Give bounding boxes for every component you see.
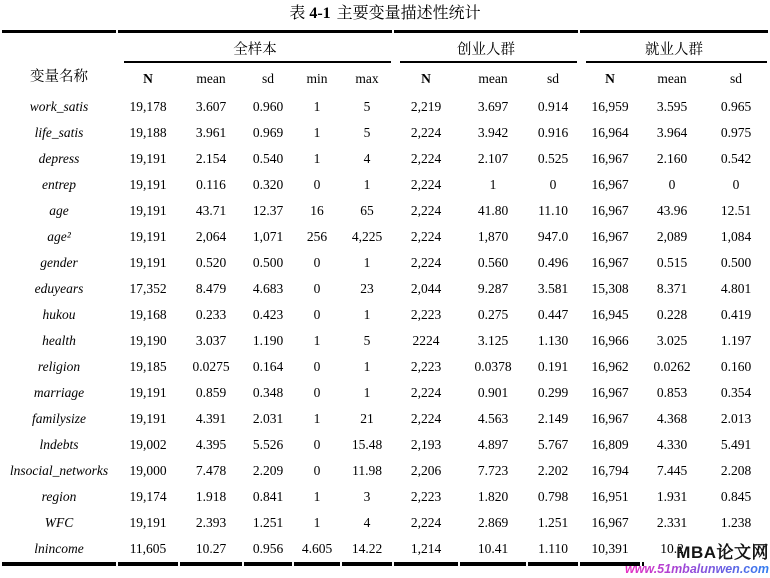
stat-value-cell: 14.22 [342, 536, 392, 566]
stat-value-cell: 947.0 [537, 229, 569, 244]
stat-value-cell: 2,064 [195, 229, 227, 244]
stat-value-cell: 2,223 [410, 307, 442, 322]
stat-value-cell: 0.916 [537, 125, 569, 140]
stat-value-cell: 4 [363, 515, 371, 530]
stat-value-cell: 19,188 [129, 125, 167, 140]
stat-value-cell: 0.798 [537, 489, 569, 504]
stat-value-cell: 7.723 [477, 463, 509, 478]
variable-name: hukou [42, 307, 76, 322]
stat-value-cell: 2,224 [410, 177, 442, 192]
stat-value-cell: 2.331 [656, 515, 688, 530]
group-header-entrepreneur-group: 创业人群 [394, 30, 578, 63]
stat-value-cell: 5.491 [720, 437, 752, 452]
variable-name: eduyears [34, 281, 84, 296]
stat-value-cell: 2,219 [410, 99, 442, 114]
table-row [2, 432, 768, 458]
stat-value-cell: 16,967 [591, 515, 629, 530]
stat-value-cell: 1.251 [252, 515, 284, 530]
stat-value-cell: 0.859 [195, 385, 227, 400]
stat-value-cell: 3.607 [195, 99, 227, 114]
stat-value-cell: 1 [313, 151, 321, 166]
stat-value-cell: 1 [313, 515, 321, 530]
stat-value-cell: 5.526 [252, 437, 284, 452]
table-row [2, 484, 768, 510]
stat-value-cell: 23 [360, 281, 374, 296]
table-row [2, 276, 768, 302]
stat-value-cell: 9.287 [477, 281, 509, 296]
stat-value-cell: 1,084 [720, 229, 752, 244]
stat-value-cell: 2,224 [410, 151, 442, 166]
stat-value-cell: 0 [313, 307, 321, 322]
stat-value-cell: 5 [363, 99, 371, 114]
stat-value-cell: 0.233 [195, 307, 227, 322]
stat-value-cell: 16,794 [591, 463, 629, 478]
stat-value-cell: 19,178 [129, 99, 167, 114]
stat-value-cell: 8.479 [195, 281, 227, 296]
stat-value-cell: 16,962 [591, 359, 629, 374]
stat-value-cell: 2,089 [656, 229, 688, 244]
stat-value-cell: 0.542 [720, 151, 752, 166]
stat-value-cell: 0 [313, 281, 321, 296]
stat-value-cell: 17,352 [129, 281, 167, 296]
variable-name: marriage [33, 385, 85, 400]
stat-value-cell: 0.0262 [653, 359, 691, 374]
stat-value-cell: 0.0275 [192, 359, 230, 374]
stat-value-cell: 10.27 [180, 536, 242, 566]
stat-value-cell: 19,191 [129, 515, 167, 530]
stat-value-cell: 2.154 [195, 151, 227, 166]
variable-name: life_satis [34, 125, 84, 140]
stat-value-cell: 2.031 [252, 411, 284, 426]
stat-value-cell: 0.116 [196, 177, 226, 192]
stat-value-cell: 12.51 [720, 203, 752, 218]
stat-value-cell: 8.371 [656, 281, 688, 296]
stat-value-cell: 0.841 [252, 489, 284, 504]
stat-value-cell: 0 [313, 359, 321, 374]
stat-value-cell: 1 [313, 411, 321, 426]
stat-value-cell: 7.445 [656, 463, 688, 478]
stat-value-cell: 1.197 [720, 333, 752, 348]
stat-value-cell: 0.419 [720, 307, 752, 322]
stat-value-cell: 2,224 [410, 255, 442, 270]
table-row [2, 328, 768, 354]
table-row [2, 510, 768, 536]
stat-value-cell: 16,951 [591, 489, 629, 504]
stat-value-cell: 2.107 [477, 151, 509, 166]
stat-value-cell: 1 [313, 99, 321, 114]
stat-value-cell: 0.525 [537, 151, 569, 166]
stat-value-cell: 19,002 [129, 437, 167, 452]
stat-value-cell: 16 [310, 203, 324, 218]
col-header-N: N [605, 70, 615, 86]
stat-value-cell: 0.228 [656, 307, 688, 322]
stat-value-cell: 0 [732, 177, 740, 192]
col-header-mean: mean [657, 70, 687, 86]
stat-value-cell: 2.202 [537, 463, 569, 478]
stat-value-cell: 0 [313, 255, 321, 270]
stat-value-cell: 2.013 [720, 411, 752, 426]
column-header-row [2, 63, 768, 94]
stat-value-cell: 1,870 [477, 229, 509, 244]
stat-value-cell: 19,191 [129, 255, 167, 270]
stat-value-cell: 43.71 [195, 203, 227, 218]
stat-value-cell: 19,191 [129, 229, 167, 244]
title-text: 主要变量描述性统计 [336, 5, 481, 22]
col-header-N: N [421, 70, 431, 86]
stat-value-cell: 19,191 [129, 203, 167, 218]
col-header-N: N [143, 70, 153, 86]
stat-value-cell: 4.897 [477, 437, 509, 452]
stat-value-cell: 16,967 [591, 177, 629, 192]
stat-value-cell: 2.160 [656, 151, 688, 166]
stat-value-cell: 2,224 [410, 411, 442, 426]
stat-value-cell: 1.918 [195, 489, 227, 504]
stat-value-cell: 5 [363, 125, 371, 140]
stat-value-cell: 2,224 [410, 385, 442, 400]
stat-value-cell: 16,964 [591, 125, 629, 140]
stat-value-cell: 0.164 [252, 359, 284, 374]
stat-value-cell: 0.500 [252, 255, 284, 270]
stat-value-cell: 0.500 [720, 255, 752, 270]
stat-value-cell: 0.853 [656, 385, 688, 400]
stat-value-cell: 0.160 [720, 359, 752, 374]
stat-value-cell: 0.540 [252, 151, 284, 166]
stat-value-cell: 4 [363, 151, 371, 166]
stat-value-cell: 0.496 [537, 255, 569, 270]
stat-value-cell: 0.965 [720, 99, 752, 114]
col-header-max: max [355, 70, 379, 86]
stat-value-cell: 41.80 [477, 203, 509, 218]
variable-name: entrep [42, 177, 76, 192]
stat-value-cell: 16,967 [591, 229, 629, 244]
stat-value-cell: 10,391 [580, 536, 640, 566]
table-row [2, 250, 768, 276]
stat-value-cell: 0.348 [252, 385, 284, 400]
variable-name: lnsocial_networks [9, 463, 109, 478]
col-header-min: min [306, 70, 328, 86]
stat-value-cell: 21 [360, 411, 374, 426]
stat-value-cell: 2,224 [410, 203, 442, 218]
stat-value-cell: 16,809 [591, 437, 629, 452]
stat-value-cell: 15.48 [351, 437, 383, 452]
table-body [2, 94, 768, 566]
table-row [2, 354, 768, 380]
col-header-mean: mean [196, 70, 226, 86]
watermark-site-name: MBA论文网 [676, 543, 769, 562]
stat-value-cell: 1,214 [394, 536, 458, 566]
stat-value-cell: 4.330 [656, 437, 688, 452]
stat-value-cell: 16,945 [591, 307, 629, 322]
stat-value-cell: 43.96 [656, 203, 688, 218]
stat-value-cell: 16,967 [591, 255, 629, 270]
stat-value-cell: 0.320 [252, 177, 284, 192]
stat-value-cell: 0.191 [537, 359, 569, 374]
col-header-sd: sd [261, 70, 274, 86]
watermark [619, 544, 770, 578]
table-row [2, 302, 768, 328]
stat-value-cell: 0.960 [252, 99, 284, 114]
stat-value-cell: 16,967 [591, 151, 629, 166]
stat-value-cell: 2.393 [195, 515, 227, 530]
stat-value-cell: 3.595 [656, 99, 688, 114]
stat-value-cell: 3.942 [477, 125, 509, 140]
stat-value-cell: 2.869 [477, 515, 509, 530]
stat-value-cell: 3 [363, 489, 371, 504]
page-title [0, 0, 770, 25]
stat-value-cell: 15,308 [591, 281, 629, 296]
table-row [2, 406, 768, 432]
table-row [2, 458, 768, 484]
stat-value-cell: 4,225 [351, 229, 383, 244]
stat-value-cell: 16,967 [591, 203, 629, 218]
descriptive-statistics-table [0, 30, 770, 566]
title-number: 4-1 [309, 5, 331, 22]
stat-value-cell: 3.961 [195, 125, 227, 140]
stat-value-cell: 12.37 [252, 203, 284, 218]
stat-value-cell: 4.801 [720, 281, 752, 296]
stat-value-cell: 0.423 [252, 307, 284, 322]
stat-value-cell: 4.395 [195, 437, 227, 452]
col-header-sd: sd [730, 70, 743, 86]
group-header-employed-group: 就业人群 [580, 30, 768, 63]
stat-value-cell: 2.149 [537, 411, 569, 426]
stat-value-cell: 19,168 [129, 307, 167, 322]
variable-name-column-header: 变量名称 [2, 30, 116, 94]
variable-name: religion [37, 359, 81, 374]
stat-value-cell: 0.275 [477, 307, 509, 322]
stat-value-cell: 2,224 [410, 125, 442, 140]
variable-name: age [49, 203, 69, 218]
col-header-mean: mean [478, 70, 508, 86]
title-prefix: 表 [289, 5, 306, 22]
stat-value-cell: 0.515 [656, 255, 688, 270]
stat-value-cell: 7.478 [195, 463, 227, 478]
stat-value-cell: 2,044 [410, 281, 442, 296]
stat-value-cell: 1 [363, 359, 371, 374]
stat-value-cell: 2,223 [410, 489, 442, 504]
stat-value-cell: 19,191 [129, 411, 167, 426]
variable-name: lndebts [39, 437, 79, 452]
stat-value-cell: 19,185 [129, 359, 167, 374]
stat-value-cell: 0 [668, 177, 676, 192]
stat-value-cell: 0 [549, 177, 557, 192]
stat-value-cell: 16,959 [591, 99, 629, 114]
stat-value-cell: 1.251 [537, 515, 569, 530]
stat-value-cell: 0.956 [244, 536, 292, 566]
stat-value-cell: 1.820 [477, 489, 509, 504]
variable-name: region [41, 489, 77, 504]
stat-value-cell: 4.391 [195, 411, 227, 426]
stat-value-cell: 16,967 [591, 385, 629, 400]
stat-value-cell: 19,190 [129, 333, 167, 348]
group-header-full-sample: 全样本 [118, 30, 392, 63]
stat-value-cell: 1 [363, 307, 371, 322]
stat-value-cell: 1 [313, 333, 321, 348]
variable-name: age² [47, 229, 71, 244]
stat-value-cell: 1.238 [720, 515, 752, 530]
stat-value-cell: 1 [363, 255, 371, 270]
stat-value-cell: 4.683 [252, 281, 284, 296]
stat-value-cell: 0.520 [195, 255, 227, 270]
stat-value-cell: 2,224 [410, 515, 442, 530]
table-row [2, 94, 768, 120]
stat-value-cell: 256 [306, 229, 328, 244]
stat-value-cell: 5 [363, 333, 371, 348]
stat-value-cell: 0.447 [537, 307, 569, 322]
table-row [2, 120, 768, 146]
stat-value-cell: 3.581 [537, 281, 569, 296]
stat-value-cell: 19,000 [129, 463, 167, 478]
stat-value-cell: 19,191 [129, 385, 167, 400]
stat-value-cell: 4.368 [656, 411, 688, 426]
stat-value-cell: 11,605 [118, 536, 178, 566]
stat-value-cell: 1 [489, 177, 497, 192]
stat-value-cell: 3.037 [195, 333, 227, 348]
stat-value-cell: 19,174 [129, 489, 167, 504]
stat-value-cell: 4.605 [294, 536, 340, 566]
stat-value-cell: 16,966 [591, 333, 629, 348]
stat-value-cell: 0.354 [720, 385, 752, 400]
variable-name: health [42, 333, 76, 348]
watermark-url: www.51mbalunwen.com [619, 562, 770, 578]
stat-value-cell: 3.025 [656, 333, 688, 348]
stat-value-cell: 3.697 [477, 99, 509, 114]
group-header-row [2, 30, 768, 63]
variable-name: WFC [44, 515, 74, 530]
stat-value-cell: 0 [313, 177, 321, 192]
stat-value-cell: 10.2 [642, 536, 702, 566]
stat-value-cell: 0 [313, 437, 321, 452]
stat-value-cell: 1 [363, 177, 371, 192]
stat-value-cell: 1.190 [252, 333, 284, 348]
stat-value-cell: 2.209 [252, 463, 284, 478]
stat-value-cell: 4.563 [477, 411, 509, 426]
stat-value-cell: 0 [313, 463, 321, 478]
stat-value-cell: 2,224 [410, 229, 442, 244]
stat-value-cell: 65 [360, 203, 374, 218]
stat-value-cell: 0.901 [477, 385, 509, 400]
stat-value-cell: 1 [363, 385, 371, 400]
stat-value-cell: 16,967 [591, 411, 629, 426]
stat-value-cell: 3.125 [477, 333, 509, 348]
stat-value-cell: 11.10 [538, 203, 568, 218]
stat-value-cell: 19,191 [129, 151, 167, 166]
table-row [2, 380, 768, 406]
stat-value-cell: 2224 [412, 333, 440, 348]
stat-value-cell: 5.767 [537, 437, 569, 452]
stat-value-cell: 1,071 [252, 229, 284, 244]
stat-value-cell: 1.110 [528, 536, 578, 566]
stat-value-cell: 0.845 [720, 489, 752, 504]
stat-value-cell: 10.41 [460, 536, 526, 566]
stat-value-cell: 0.0378 [474, 359, 512, 374]
variable-name: lnincome [2, 536, 116, 566]
stat-value-cell: 2,223 [410, 359, 442, 374]
variable-name: depress [38, 151, 80, 166]
stat-value-cell: 0.560 [477, 255, 509, 270]
variable-name: gender [40, 255, 78, 270]
stat-value-cell: 0 [313, 385, 321, 400]
stat-value-cell: 1 [313, 125, 321, 140]
variable-name: work_satis [29, 99, 89, 114]
table-row [2, 146, 768, 172]
stat-value-cell: 2.208 [720, 463, 752, 478]
table-row [2, 198, 768, 224]
stat-value-cell: 1 [313, 489, 321, 504]
table-row [2, 172, 768, 198]
stat-value-cell: 11.98 [352, 463, 382, 478]
stat-value-cell: 0.299 [537, 385, 569, 400]
stat-value-cell: 0.969 [252, 125, 284, 140]
table-row [2, 224, 768, 250]
stat-value-cell: 1.130 [537, 333, 569, 348]
variable-name: familysize [32, 411, 86, 426]
stat-value-cell: 0.914 [537, 99, 569, 114]
stat-value-cell: 2,206 [410, 463, 442, 478]
col-header-sd: sd [547, 70, 560, 86]
stat-value-cell: 2,193 [410, 437, 442, 452]
stat-value-cell: 0.975 [720, 125, 752, 140]
stat-value-cell: 19,191 [129, 177, 167, 192]
stat-value-cell: 3.964 [656, 125, 688, 140]
stat-value-cell: 1.931 [656, 489, 688, 504]
